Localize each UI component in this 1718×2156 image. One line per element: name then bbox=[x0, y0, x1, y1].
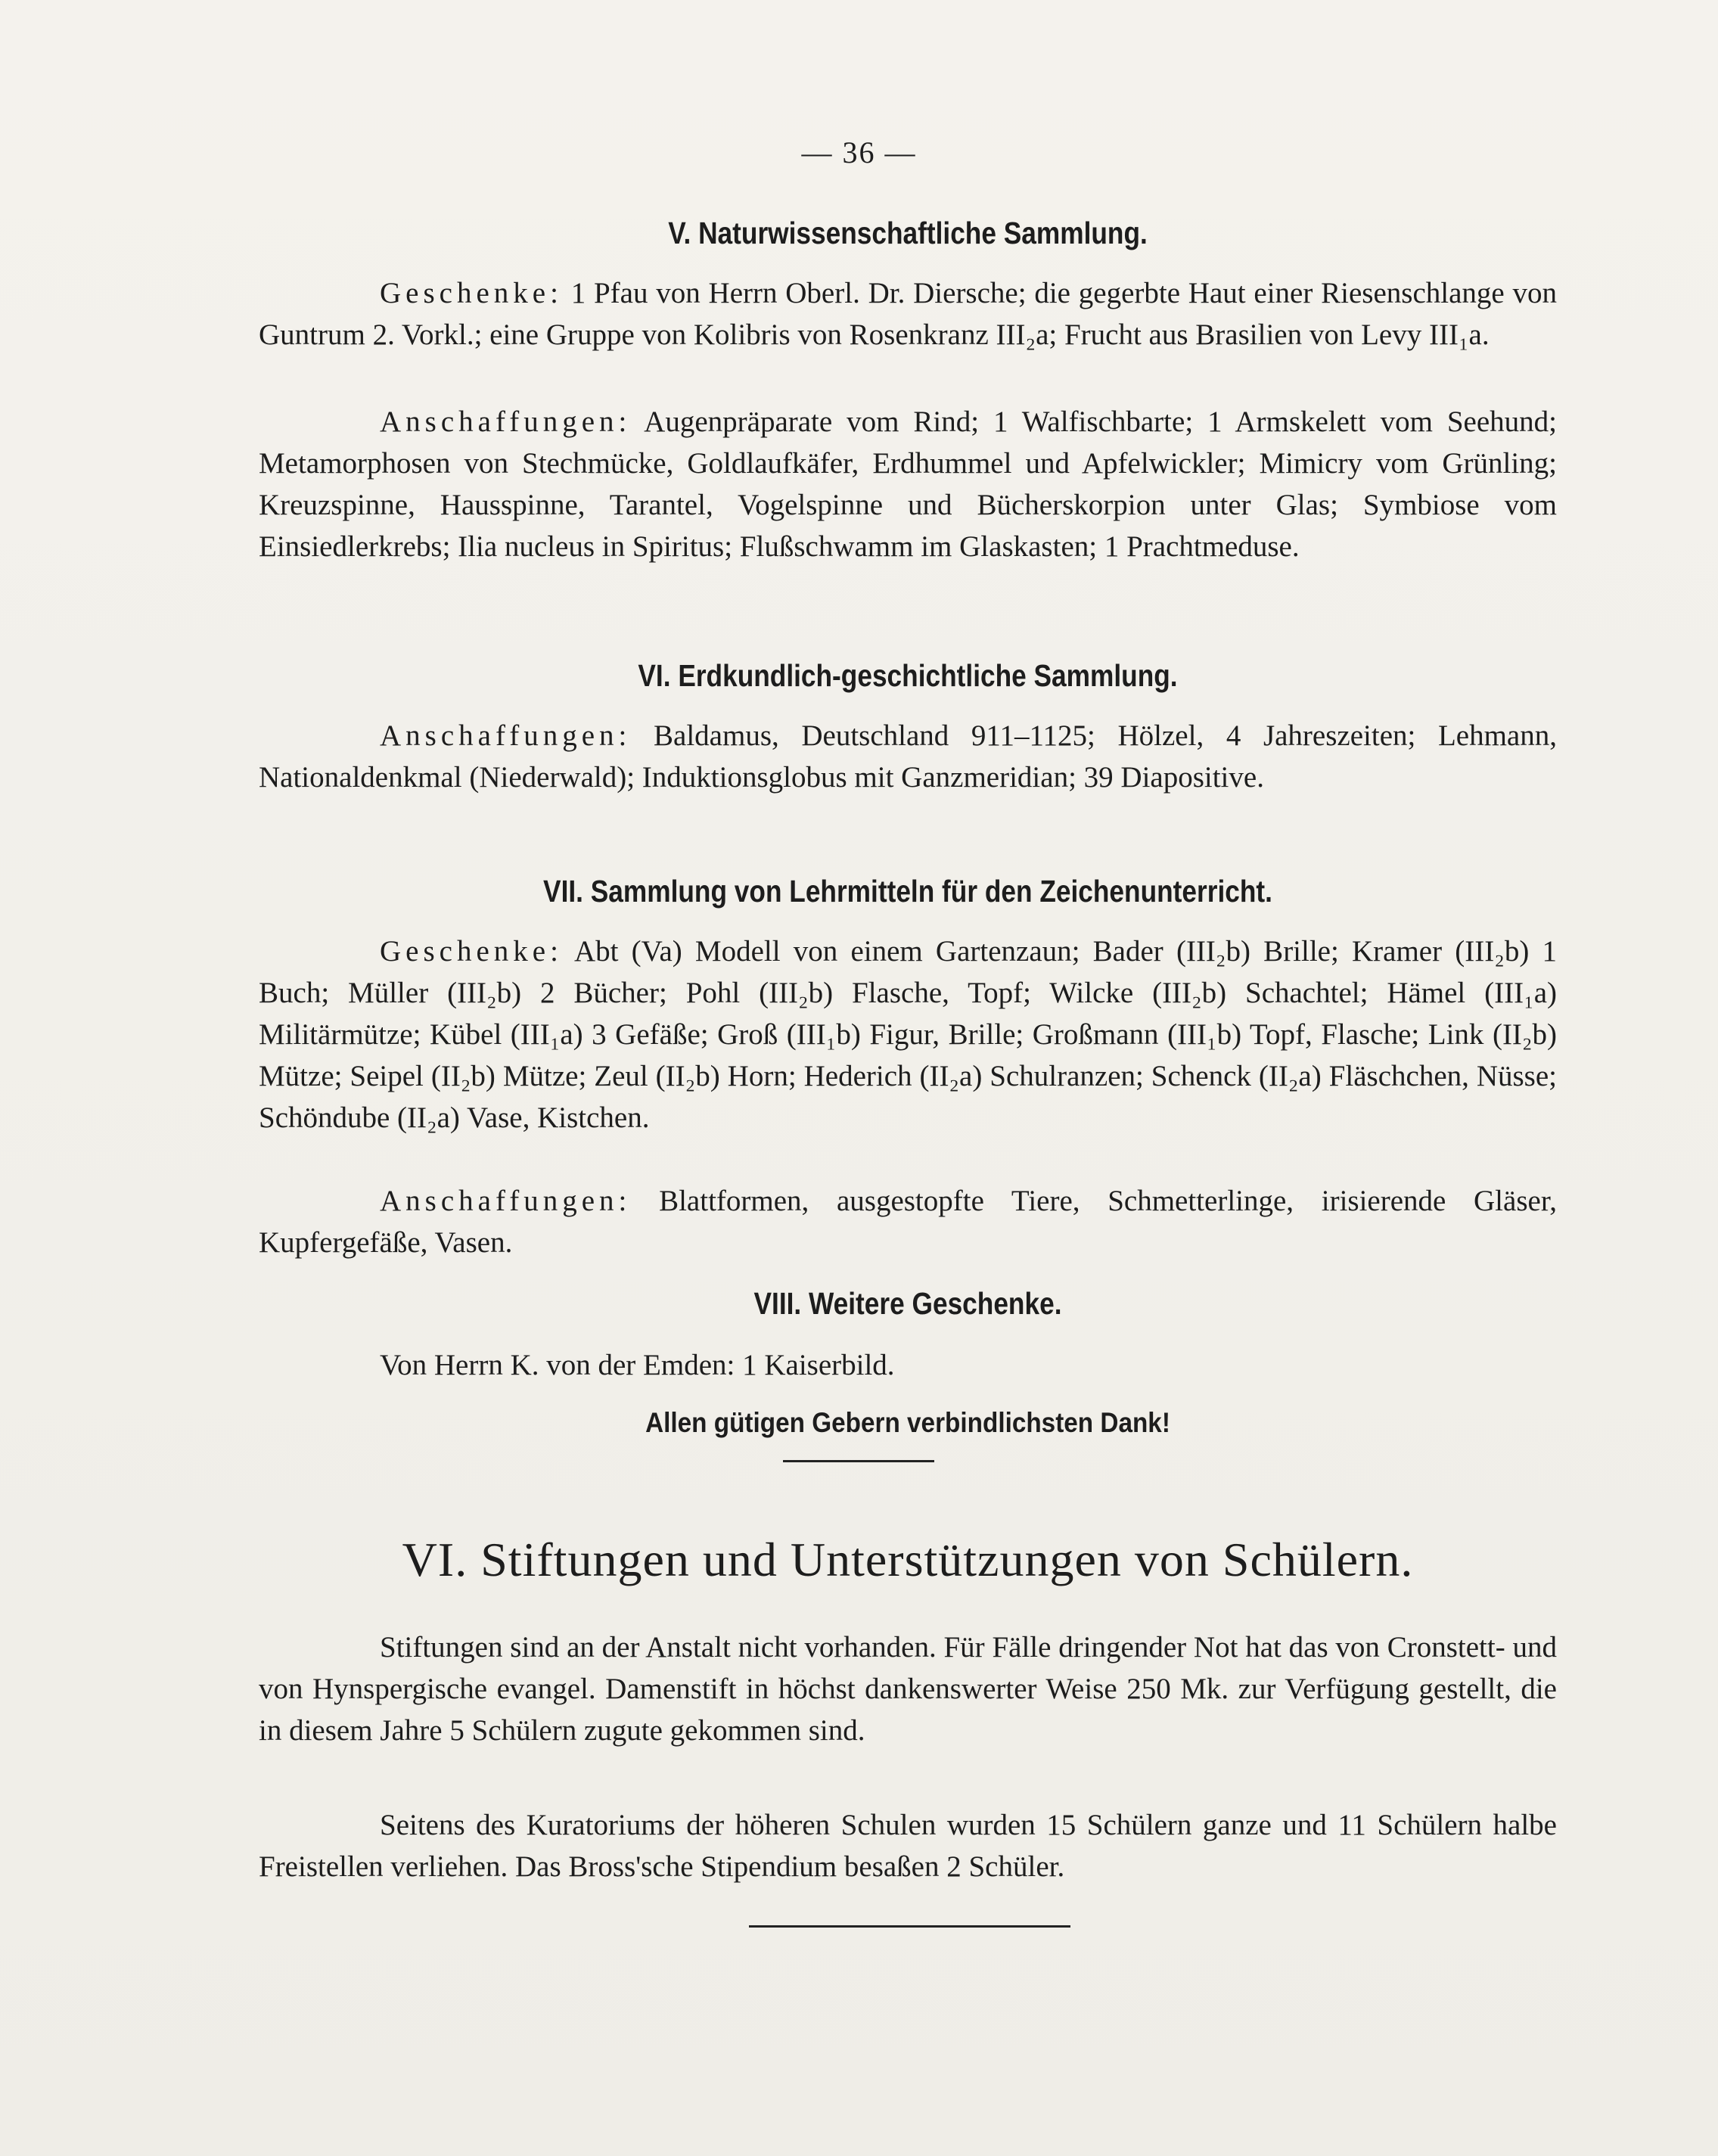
thanks-line: Allen gütigen Gebern verbindlichsten Dank! bbox=[645, 1407, 1170, 1438]
section-title-natural-science: V. Naturwissenschaftliche Sammlung. bbox=[668, 216, 1148, 250]
label-gifts: Geschenke: bbox=[380, 935, 563, 968]
text-gifts: 1 Pfau von Herrn Oberl. Dr. Diersche; die gegerbte Haut einer Riesenschlange von Guntrum 2. Vorkl.; eine Gruppe von Kolibris von Rosenkranz III₂a; Frucht aus Brasilien von Levy III₁a. bbox=[259, 277, 1557, 351]
label-acquisitions: Anschaffungen: bbox=[380, 719, 632, 752]
paragraph-natural-science-gifts bbox=[259, 272, 1557, 356]
paragraph-geography-acquisitions bbox=[259, 715, 1557, 798]
paragraph-free-places: Seitens des Kuratoriums der höheren Schulen wurden 15 Schülern ganze und 11 Schülern halbe Freistellen verliehen. Das Bross'sche Stipendium besaßen 2 Schüler. bbox=[259, 1809, 1557, 1883]
text-acquisitions: Baldamus, Deutschland 911–1125; Hölzel, 4 Jahreszeiten; Lehmann, Nationaldenkmal (Niederwald); Induktionsglobus mit Ganzmeridian; 39 Diapositive. bbox=[259, 719, 1557, 794]
section-title-drawing-materials: VII. Sammlung von Lehrmitteln für den Zeichenunterricht. bbox=[543, 874, 1272, 909]
divider-short bbox=[783, 1460, 934, 1462]
label-gifts: Geschenke: bbox=[380, 277, 563, 309]
text-gifts: Abt (Va) Modell von einem Gartenzaun; Bader (III₂b) Brille; Kramer (III₂b) 1 Buch; Müller (III₂b) 2 Bücher; Pohl (III₂b) Flasche, Topf; Wilcke (III₂b) Schachtel; Hämel (III₁a) Militärmütze; Kübel (III₁a) 3 Gefäße; Groß (III₁b) Figur, Brille; Großmann (III₁b) Topf, Flasche; Link (II₂b) Mütze; Seipel (II₂b) Mütze; Zeul (II₂b) Horn; Hederich (II₂a) Schulranzen; Schenck (II₂a) Fläschchen, Nüsse; Schöndube (II₂a) Vase, Kistchen. bbox=[259, 935, 1557, 1134]
text-acquisitions: Blattformen, ausgestopfte Tiere, Schmetterlinge, irisierende Gläser, Kupfergefäße, Vasen. bbox=[259, 1185, 1557, 1259]
paragraph-further-gifts: Von Herrn K. von der Emden: 1 Kaiserbild. bbox=[380, 1349, 895, 1381]
divider-end bbox=[749, 1925, 1070, 1928]
text-acquisitions: Augenpräparate vom Rind; 1 Walfischbarte; 1 Armskelett vom Seehund; Metamorphosen von Stechmücke, Goldlaufkäfer, Erdhummel und Apfelwickler; Mimicry vom Grünling; Kreuzspinne, Hausspinne, Tarantel, Vogelspinne und Bücherskorpion unter Glas; Symbiose vom Einsiedlerkrebs; Ilia nucleus in Spiritus; Flußschwamm im Glaskasten; 1 Prachtmeduse. bbox=[259, 405, 1557, 563]
label-acquisitions: Anschaffungen: bbox=[380, 1185, 632, 1217]
paragraph-natural-science-acquisitions bbox=[259, 401, 1557, 567]
paragraph-foundations: Stiftungen sind an der Anstalt nicht vorhanden. Für Fälle dringender Not hat das von Cronstett- und von Hynspergische evangel. Damenstift in höchst dankenswerter Weise 250 Mk. zur Verfügung gestellt, die in diesem Jahre 5 Schülern zugute gekommen sind. bbox=[259, 1631, 1557, 1747]
section-title-further-gifts: VIII. Weitere Geschenke. bbox=[753, 1286, 1062, 1321]
chapter-title: VI. Stiftungen und Unterstützungen von Schülern. bbox=[402, 1533, 1414, 1586]
label-acquisitions: Anschaffungen: bbox=[380, 405, 632, 438]
paragraph-drawing-gifts bbox=[259, 930, 1557, 1139]
page-number: — 36 — bbox=[801, 135, 917, 169]
paragraph-drawing-acquisitions bbox=[259, 1180, 1557, 1263]
section-title-geography-history: VI. Erdkundlich-geschichtliche Sammlung. bbox=[638, 658, 1178, 693]
